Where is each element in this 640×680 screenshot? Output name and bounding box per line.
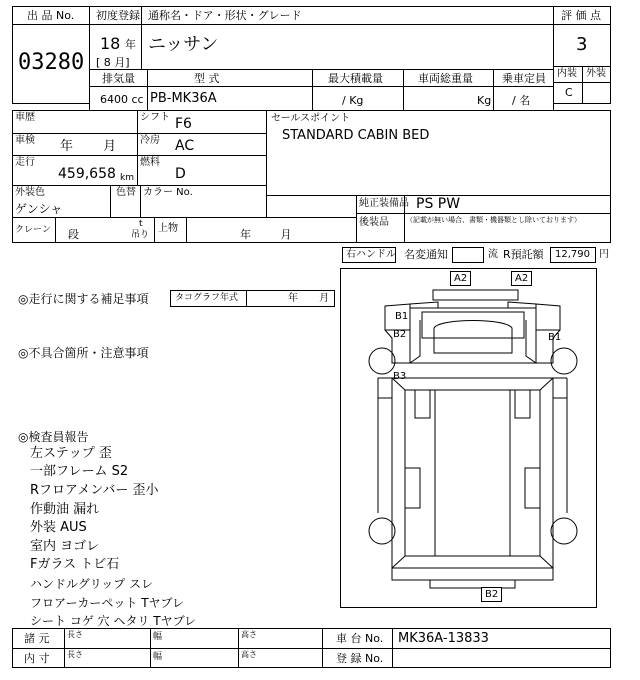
report-line: 外装 AUS xyxy=(30,520,87,535)
report-line: Rフロアメンバー 歪小 xyxy=(30,483,159,498)
interior-score: C xyxy=(565,86,573,99)
shift-value: F6 xyxy=(175,116,192,132)
color-code-label: カラー No. xyxy=(143,187,193,198)
sales-text: STANDARD CABIN BED xyxy=(282,128,430,143)
r-prior-value: 12,790 xyxy=(555,249,590,260)
inspection-label: 車検 xyxy=(15,135,35,146)
report-line: ハンドルグリップ スレ xyxy=(30,577,154,591)
rh-label: 右ハンドル xyxy=(346,249,396,260)
genuine-label: 純正装備品 xyxy=(359,198,409,209)
first-reg-label: 初度登録 xyxy=(96,9,140,22)
name-change-mark: 流 xyxy=(488,249,498,260)
interior-label: 内装 xyxy=(557,68,577,79)
year-unit: 年 xyxy=(125,38,136,51)
report-line: Fガラス トビ石 xyxy=(30,557,120,572)
fuel-label: 燃料 xyxy=(140,157,160,168)
report-line: 室内 ヨゴレ xyxy=(30,539,100,554)
history-label: 車歴 xyxy=(15,112,35,123)
color-change-label: 色替 xyxy=(116,187,136,198)
length-label: 長さ xyxy=(67,650,83,659)
r-prior-label: R預託額 xyxy=(503,248,544,261)
aftermarket-label: 後装品 xyxy=(359,217,389,228)
reg-no-label: 登 録 No. xyxy=(336,652,384,665)
name-change-label: 名変通知 xyxy=(404,248,448,261)
defect-title: ◎不具合箇所・注意事項 xyxy=(18,346,149,360)
damage-mark: B2 xyxy=(481,587,502,602)
upper-value: 年 月 xyxy=(240,228,292,241)
score-label: 評 価 点 xyxy=(561,9,601,22)
max-load-label: 最大積載量 xyxy=(328,72,383,85)
ext-color-label: 外装色 xyxy=(15,187,45,198)
capacity-unit: / 名 xyxy=(512,94,531,107)
crane-dan: 段 xyxy=(68,228,79,241)
tachograph-label: タコグラフ年式 xyxy=(175,293,239,303)
driving-title: ◎走行に関する補足事項 xyxy=(18,292,149,306)
displacement: 6400 cc xyxy=(100,93,144,106)
lot-number: 03280 xyxy=(18,50,85,75)
width-label: 幅 xyxy=(153,632,163,642)
gross-weight-label: 車両総重量 xyxy=(418,72,473,85)
dims-label: 諸 元 xyxy=(24,632,50,645)
report-line: 一部フレーム S2 xyxy=(30,464,129,479)
model-label: 型 式 xyxy=(194,72,220,85)
length-label: 長さ xyxy=(67,630,83,639)
ac-label: 冷房 xyxy=(140,135,160,146)
height-label: 高さ xyxy=(241,650,257,659)
crane-tsuri: 吊り xyxy=(131,230,150,240)
damage-mark: B2 xyxy=(393,329,407,340)
report-line: 左ステップ 歪 xyxy=(30,446,112,461)
mileage-value: 459,658 xyxy=(58,166,116,182)
report-line: シート コゲ 穴 ヘタリ Tヤブレ xyxy=(30,614,197,628)
exterior-label: 外装 xyxy=(586,68,606,79)
ext-color-value: ゲンシャ xyxy=(15,202,63,216)
mileage-label: 走行 xyxy=(15,157,35,168)
tachograph-value: 年 月 xyxy=(288,293,330,304)
ac-value: AC xyxy=(175,138,195,154)
genuine-value: PS PW xyxy=(416,196,461,212)
height-label: 高さ xyxy=(241,630,257,639)
lot-label: 出 品 No. xyxy=(27,9,75,22)
truck-diagram xyxy=(340,268,597,608)
displacement-label: 排気量 xyxy=(102,72,135,85)
name-change-box xyxy=(452,247,484,263)
yen-label: 円 xyxy=(599,249,609,260)
aftermarket-note: （記載が無い場合、書類・機器類とし除いております） xyxy=(406,216,581,224)
reg-month: [ 8 月] xyxy=(96,56,130,69)
fuel-value: D xyxy=(175,166,186,182)
sales-label: セールスポイント xyxy=(271,113,351,124)
chassis-value: MK36A-13833 xyxy=(398,631,489,646)
damage-mark: A2 xyxy=(511,271,532,286)
crane-t: t xyxy=(139,219,143,229)
reg-year: 18 xyxy=(100,34,121,53)
chassis-label: 車 台 No. xyxy=(336,632,384,645)
gross-weight-unit: Kg xyxy=(477,94,492,107)
report-line: フロアーカーペット Tヤブレ xyxy=(30,596,185,610)
model-grade-label: 通称名・ドア・形状・グレード xyxy=(148,9,302,22)
max-load-unit: / Kg xyxy=(342,94,364,107)
damage-mark: A2 xyxy=(450,271,471,286)
make: ニッサン xyxy=(148,34,219,55)
crane-box xyxy=(12,217,357,243)
mileage-unit: km xyxy=(120,173,134,183)
crane-label: クレーン xyxy=(15,225,51,235)
width-label: 幅 xyxy=(153,652,163,662)
capacity-label: 乗車定員 xyxy=(502,72,546,85)
damage-mark: B3 xyxy=(393,371,407,382)
score: 3 xyxy=(576,34,588,55)
inspector-title: ◎検査員報告 xyxy=(18,430,89,444)
inspection-value: 年 月 xyxy=(60,139,117,154)
shift-label: シフト xyxy=(140,112,170,123)
upper-label: 上物 xyxy=(158,223,178,234)
report-line: 作動油 漏れ xyxy=(30,502,100,517)
damage-mark: B1 xyxy=(395,311,409,322)
damage-mark: B1 xyxy=(548,332,562,343)
model-code: PB-MK36A xyxy=(150,91,217,106)
interior-dims-label: 内 寸 xyxy=(24,652,50,665)
